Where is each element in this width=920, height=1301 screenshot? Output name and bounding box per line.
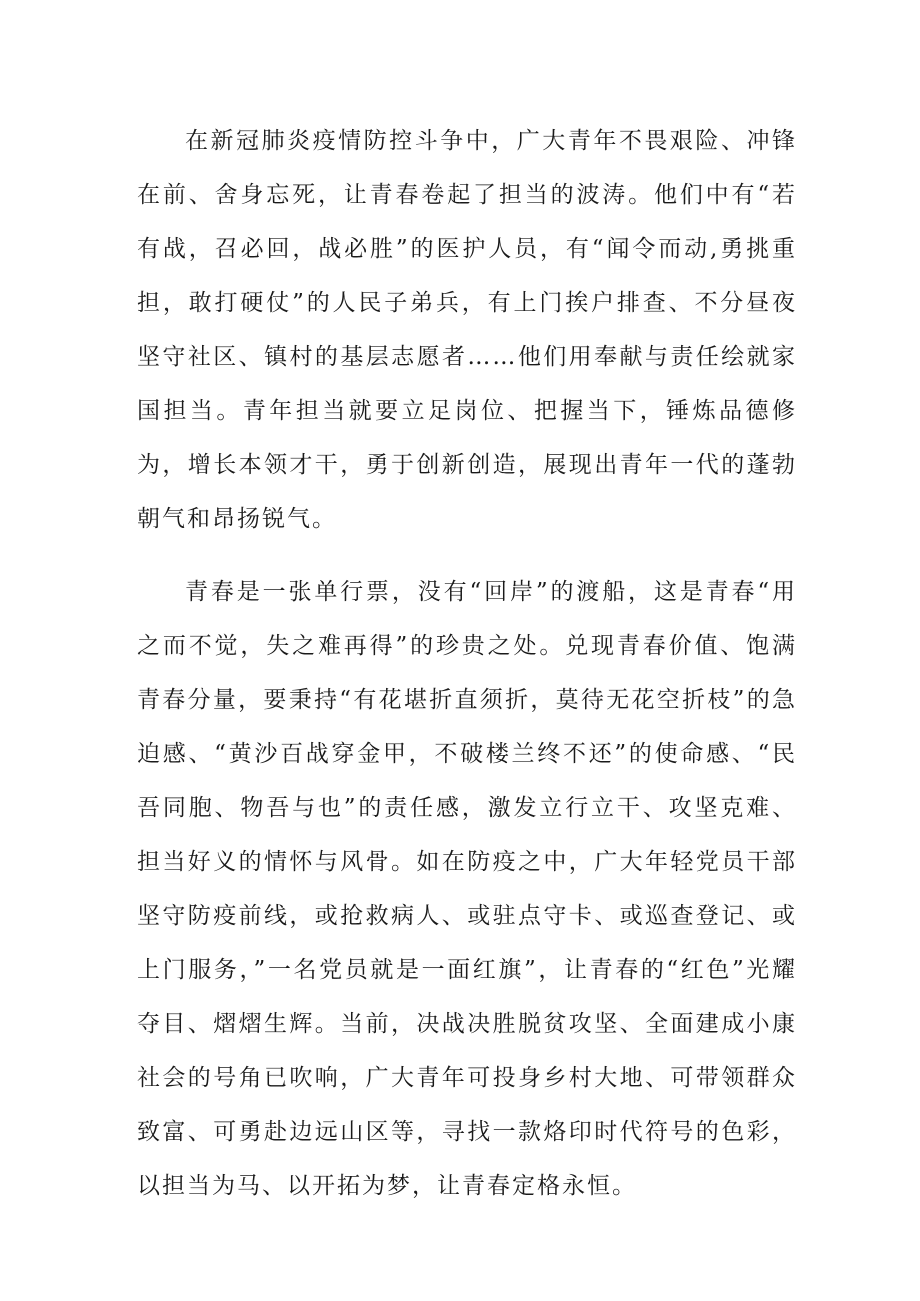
paragraph-1: 在新冠肺炎疫情防控斗争中，广大青年不畏艰险、冲锋在前、舍身忘死，让青春卷起了担当的波涛。他们中有“若有战，召必回，战必胜”的医护人员，有“闻令而动,勇挑重担，敢打硬仗”的人民子弟兵，有上门挨户排查、不分昼夜坚守社区、镇村的基层志愿者……他们用奉献与责任绘就家国担当。青年担当就要立足岗位、把握当下，锤炼品德修为，增长本领才干，勇于创新创造，展现出青年一代的蓬勃朝气和昂扬锐气。 — [137, 128, 797, 532]
document-body — [137, 114, 797, 1213]
paragraph-2: 青春是一张单行票，没有“回岸”的渡船，这是青春“用之而不觉，失之难再得”的珍贵之处。兑现青春价值、饱满青春分量，要秉持“有花堪折直须折，莫待无花空折枝”的急迫感、“黄沙百战穿金甲，不破楼兰终不还”的使命感、“民吾同胞、物吾与也”的责任感，激发立行立干、攻坚克难、担当好义的情怀与风骨。如在防疫之中，广大年轻党员干部坚守防疫前线，或抢救病人、或驻点守卡、或巡查登记、或上门服务，”一名党员就是一面红旗”，让青春的“红色”光耀夺目、熠熠生辉。当前，决战决胜脱贫攻坚、全面建成小康社会的号角已吹响，广大青年可投身乡村大地、可带领群众致富、可勇赴边远山区等，寻找一款烙印时代符号的色彩，以担当为马、以开拓为梦，让青春定格永恒。 — [137, 579, 797, 1199]
